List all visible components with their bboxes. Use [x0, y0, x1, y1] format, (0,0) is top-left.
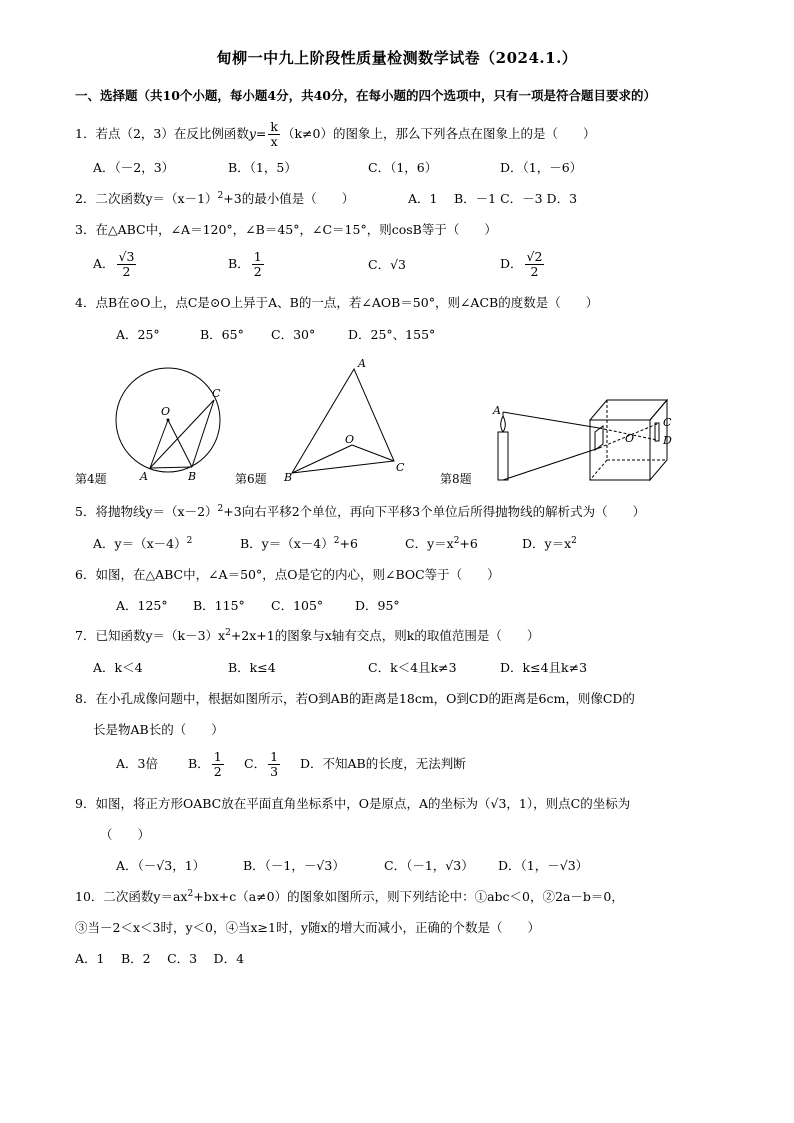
question-1: 1．若点（2，3）在反比例函数y= $\frac{k}{x}$ （k≠0）的图象上，那么下列各点在图象上的是（ ）	[75, 119, 596, 149]
question-8-line-2: 长是物AB长的（ ）	[93, 722, 224, 737]
q3-option-b: B． $\frac{1}{2}$	[228, 249, 262, 279]
question-10-line-2: ③当－2＜x＜3时，y＜0，④当x≥1时，y随x的增大而减小，正确的个数是（ ）	[75, 920, 541, 935]
q8-option-b: B． $\frac{1}{2}$	[188, 749, 222, 779]
figure-8-pinhole	[485, 390, 685, 485]
label-b: B	[188, 470, 197, 483]
figure-4-caption: 第4题	[75, 472, 107, 486]
label-o: O	[161, 405, 171, 418]
fraction-k-over-x: $\frac{k}{x}$	[270, 119, 278, 149]
label-a: A	[493, 404, 501, 417]
q5-option-b: B．$y=(x-4)^2+6$	[240, 536, 358, 551]
section-heading: 一、选择题（共10个小题，每小题4分，共40分，在每小题的四个选项中，只有一项是符合题目要求的）	[75, 88, 656, 103]
q8-option-d: D．不知AB的长度，无法判断	[300, 756, 466, 771]
page-title: 甸柳一中九上阶段性质量检测数学试卷（2024.1.）	[216, 49, 578, 67]
q8-option-a: A．3倍	[116, 756, 158, 771]
question-2: 2．二次函数$y=(x-1)^2+3$的最小值是（ ）	[75, 191, 355, 206]
q2-options: A．1 B．－1 C．－3 D．3	[408, 191, 578, 206]
q7-option-d: D．k≤4且k≠3	[500, 660, 588, 675]
q4-option-d: D．25°、155°	[348, 327, 436, 342]
label-b: B	[284, 471, 293, 484]
q3-option-d: D． $\frac{√2}{2}$	[500, 249, 543, 279]
label-c: C	[663, 416, 672, 429]
label-c: C	[212, 387, 221, 400]
label-d: D	[663, 434, 672, 447]
q9-option-b: B．（－1，－√3）	[243, 858, 345, 873]
question-7: 7．已知函数$y=(k-3)x^2+2x+1$的图象与x轴有交点，则k的取值范围是（ ）	[75, 628, 540, 643]
q9-option-a: A．（－√3，1）	[116, 858, 206, 873]
q5-option-a: A．$y=(x-4)^2$	[93, 536, 193, 551]
q1-option-c: C．（1，6）	[368, 160, 438, 175]
q9-option-d: D．（1，－√3）	[498, 858, 589, 873]
label-o: O	[625, 432, 635, 445]
q3-option-c: C．√3	[368, 257, 406, 272]
question-3: 3．在△ABC中，∠A＝120°，∠B＝45°，∠C＝15°，则cosB等于（ ）	[75, 222, 497, 237]
q6-option-a: A．125°	[116, 598, 168, 613]
q8-option-c: C． $\frac{1}{3}$	[244, 749, 279, 779]
q6-option-d: D．95°	[355, 598, 400, 613]
question-9-line-2: （ ）	[100, 827, 151, 842]
q5-option-d: D．$y=x^2$	[522, 536, 577, 551]
figure-6-triangle	[282, 355, 412, 485]
q4-option-a: A．25°	[116, 327, 160, 342]
q4-option-c: C．30°	[271, 327, 316, 342]
q5-option-c: C．$y=x^2+6$	[405, 536, 478, 551]
label-o: O	[345, 433, 355, 446]
q9-option-c: C．（－1，√3）	[384, 858, 474, 873]
figure-4-circle	[110, 350, 240, 485]
figure-8-caption: 第8题	[440, 472, 472, 486]
q1-option-d: D．（1，－6）	[500, 160, 583, 175]
q1-option-a: A．（－2，3）	[93, 160, 175, 175]
question-6: 6．如图，在△ABC中，∠A＝50°，点O是它的内心，则∠BOC等于（ ）	[75, 567, 500, 582]
q1-option-b: B．（1，5）	[228, 160, 297, 175]
question-8-line-1: 8．在小孔成像问题中，根据如图所示，若O到AB的距离是18cm，O到CD的距离是6cm，则像CD的	[75, 691, 635, 706]
label-a: A	[140, 470, 148, 483]
question-5: 5．将抛物线$y=(x-2)^2+3$向右平移2个单位，再向下平移3个单位后所得抛物线的解析式为（ ）	[75, 504, 646, 519]
q6-option-b: B．115°	[193, 598, 245, 613]
q10-options: A．1 B．2 C．3 D．4	[75, 951, 245, 966]
q3-option-a: A． $\frac{√3}{2}$	[93, 249, 135, 279]
q7-option-c: C．k＜4且k≠3	[368, 660, 457, 675]
q4-option-b: B．65°	[200, 327, 244, 342]
question-4: 4．点B在⊙O上，点C是⊙O上异于A、B的一点，若∠AOB＝50°，则∠ACB的度数是（ ）	[75, 295, 599, 310]
q7-option-b: B．k≤4	[228, 660, 276, 675]
label-a: A	[358, 357, 366, 370]
figure-6-caption: 第6题	[235, 472, 267, 486]
label-c: C	[396, 461, 405, 474]
q7-option-a: A．k＜4	[93, 660, 143, 675]
q6-option-c: C．105°	[271, 598, 324, 613]
question-9-line-1: 9．如图，将正方形OABC放在平面直角坐标系中，O是原点，A的坐标为（√3，1），则点C的坐标为	[75, 796, 631, 811]
question-10-line-1: 10．二次函数$y=ax^2+bx+c(a\ne 0)$的图象如图所示，则下列结论中：①abc＜0，②2a－b＝0，	[75, 889, 624, 904]
